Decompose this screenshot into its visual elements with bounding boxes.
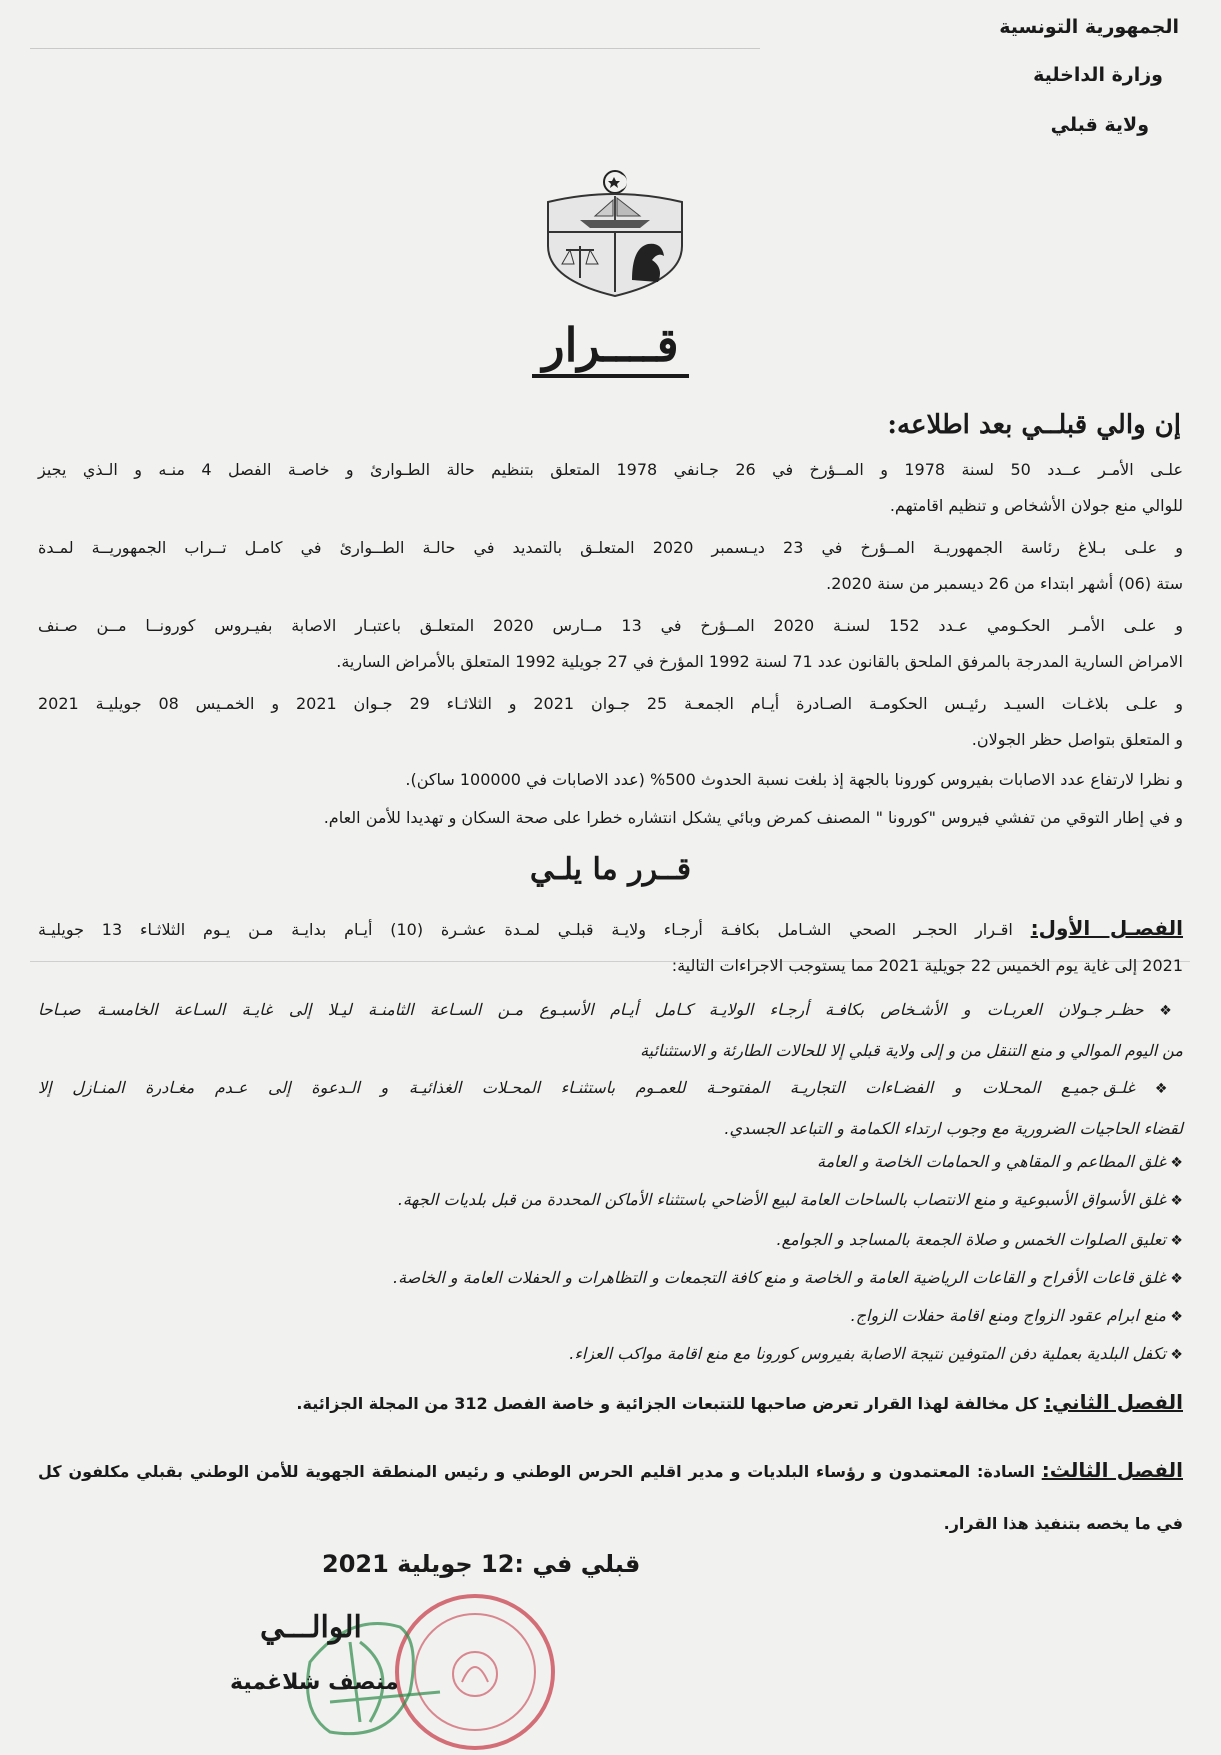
measure-3: ❖ غلق المطاعم و المقاهي و الحمامات الخاصة و العامة bbox=[38, 1152, 1183, 1171]
signatory-name: منصف شلاغمية bbox=[230, 1670, 399, 1695]
preamble-heading: إن والي قبلــي بعد اطلاعه: bbox=[887, 410, 1181, 440]
article-2: الفصل الثاني: كل مخالفة لهذا القرار تعرض صاحبها للتتبعات الجزائية و خاصة الفصل 312 من المجلة الجزائية. bbox=[296, 1390, 1183, 1414]
measure-7: ❖ منع ابرام عقود الزواج ومنع اقامة حفلات الزواج. bbox=[38, 1306, 1183, 1325]
signature-date: قبلي في :12 جويلية 2021 bbox=[322, 1550, 641, 1578]
decision-heading: قــرر ما يلـي bbox=[529, 852, 692, 887]
article-2-label: الفصل الثاني: bbox=[1043, 1390, 1183, 1414]
header-governorate: ولاية قبلي bbox=[1050, 114, 1149, 136]
consideration-1: علـى الأمـر عــدد 50 لسنة 1978 و المــؤرخ في 26 جـانفي 1978 المتعلق بتنظيم حالة الطـوارئ و خاصـة الفصل 4 منـه و الـذي يجيز للوالي منع جولان الأشخاص و تنظيم اقامتهم. bbox=[38, 460, 1184, 515]
consideration-2: و علـى بـلاغ رئاسة الجمهوريـة المــؤرخ في 23 ديـسمبر 2020 المتعلـق بالتمديد في حالـة الطــوارئ في كامـل تــراب الجمهوريــة لمـدة ستة (06) أشهر ابتداء من 26 ديسمبر من سنة 2020. bbox=[38, 538, 1184, 593]
article-1-continuation: 2021 إلى غاية يوم الخميس 22 جويلية 2021 مما يستوجب الاجراءات التالية: bbox=[671, 956, 1183, 975]
article-1-label: الفصـل الأول: bbox=[1030, 916, 1184, 940]
header-republic: الجمهورية التونسية bbox=[999, 16, 1179, 38]
article-3-label: الفصل الثالث: bbox=[1041, 1458, 1183, 1482]
header-ministry: وزارة الداخلية bbox=[1033, 64, 1163, 86]
signatory-title: الوالـــي bbox=[260, 1610, 362, 1645]
article-1: الفصـل الأول: اقـرار الحجـر الصحي الشـامل بكافـة أرجـاء ولايـة قبلـي لمـدة عشـرة (10) أيـام بدايـة مـن يـوم الثلاثـاء 13 جويليـة bbox=[38, 916, 1184, 940]
header-rule bbox=[30, 48, 760, 49]
article-3: الفصل الثالث: السادة: المعتمدون و رؤساء البلديات و مدير اقليم الحرس الوطني و رئيس المنطقة الجهوية للأمن الوطني بقبلي مكلفون كل في ما يخصه بتنفيذ هذا القرار. bbox=[38, 1458, 1183, 1533]
consideration-5: و نظرا لارتفاع عدد الاصابات بفيروس كورونا بالجهة إذ بلغت نسبة الحدوث 500% (عدد الاصابات في 100000 ساكن). bbox=[405, 770, 1183, 789]
coat-of-arms-icon bbox=[540, 168, 690, 298]
official-stamp-icon bbox=[290, 1582, 560, 1752]
measure-2: ❖ غلـق جميـع المحـلات و الفضـاءات التجاريـة المفتوحـة للعمـوم باستثنـاء المحـلات الغذائيـة و الـدعوة إلى عـدم مغـادرة المنـازل إلا لقضاء الحاجيات الضرورية مع وجوب ارتداء الكمامة و التباعد الجسدي. bbox=[38, 1068, 1183, 1149]
consideration-6: و في إطار التوقي من تفشي فيروس "كورونا " المصنف كمرض وبائي يشكل انتشاره خطرا على صحة السكان و تهديدا للأمن العام. bbox=[323, 808, 1183, 827]
consideration-3: و علـى الأمـر الحكـومي عـدد 152 لسنـة 2020 المــؤرخ في 13 مــارس 2020 المتعلـق باعتبـار الاصابة بفيـروس كورونــا مــن صـنف الامراض السارية المدرجة بالمرفق الملحق بالقانون عدد 71 لسنة 1992 المؤرخ في 27 جويلية 1992 المتعلق بالأمراض السارية. bbox=[38, 616, 1184, 671]
measure-4: ❖ غلق الأسواق الأسبوعية و منع الانتصاب بالساحات العامة لبيع الأضاحي باستثناء الأماكن المحددة من قبل بلديات الجهة. bbox=[38, 1190, 1183, 1209]
measure-1: ❖ حظـر جـولان العربـات و الأشـخاص بكافـة أرجـاء الولايـة كـامل أيـام الأسبـوع مـن السـاعة الثامنـة ليـلا إلى غايـة السـاعة الخامسـة صبـاحا من اليوم الموالي و منع التنقل من و إلى ولاية قبلي إلا للحالات الطارئة و الاستثنائية bbox=[38, 990, 1183, 1071]
consideration-4: و علـى بلاغـات السيـد رئيـس الحكومـة الصـادرة أيـام الجمعـة 25 جـوان 2021 و الثلاثـاء 29 جـوان 2021 و الخمـيس 08 جويليـة 2021 و المتعلق بتواصل حظر الجولان. bbox=[38, 694, 1184, 749]
decree-title: قــــرار bbox=[0, 322, 1221, 378]
measure-8: ❖ تكفل البلدية بعملية دفن المتوفين نتيجة الاصابة بفيروس كورونا مع منع اقامة مواكب العزاء. bbox=[38, 1344, 1183, 1363]
measure-5: ❖ تعليق الصلوات الخمس و صلاة الجمعة بالمساجد و الجوامع. bbox=[38, 1230, 1183, 1249]
measure-6: ❖ غلق قاعات الأفراح و القاعات الرياضية العامة و الخاصة و منع كافة التجمعات و التظاهرات و الحفلات العامة و الخاصة. bbox=[38, 1268, 1183, 1287]
